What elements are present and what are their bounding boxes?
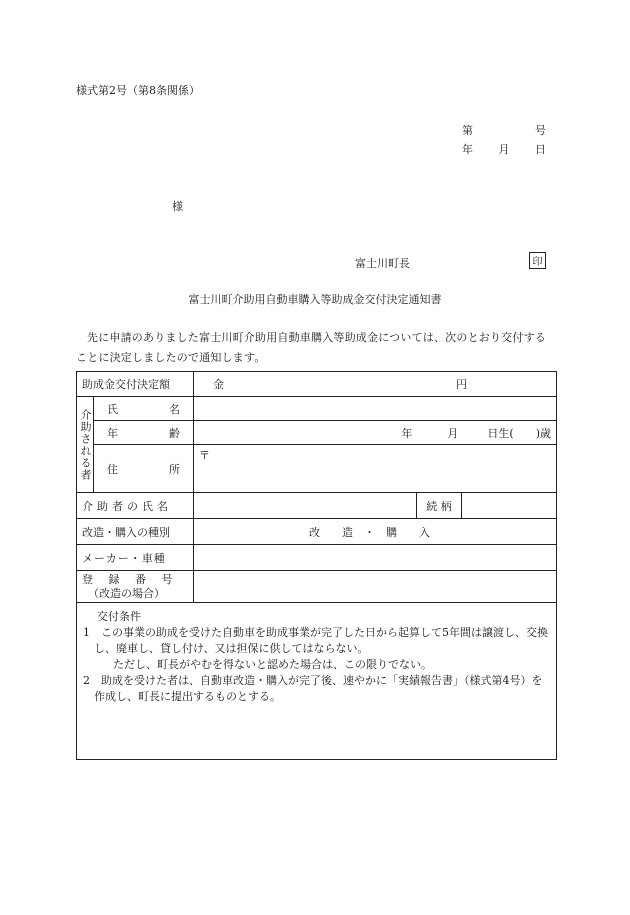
registration-field[interactable] [194, 571, 557, 603]
conditions-cell [77, 603, 557, 760]
recipient-honorific: 様 [172, 200, 183, 213]
age-year: 年 [401, 426, 413, 440]
name-label-1: 氏 [107, 402, 118, 416]
document-number [462, 122, 546, 138]
address-label-1: 住 [107, 462, 118, 476]
age-field[interactable] [194, 421, 557, 445]
table-row [77, 372, 557, 397]
amount-cell [194, 372, 557, 397]
age-birth: 日生( )歳 [487, 426, 551, 440]
registration-sub-label: （改造の場合） [88, 586, 165, 600]
age-label-1: 年 [107, 426, 118, 440]
form-number: 様式第2号（第8条関係） [76, 84, 200, 97]
table-row [77, 397, 557, 421]
helper-name-field[interactable] [194, 493, 417, 519]
table-row [77, 519, 557, 545]
age-label-cell [94, 421, 194, 445]
condition-2: 2 助成を受けた者は、自動車改造・購入が完了後、速やかに「実績報告書」（様式第4号）を作成し、町長に提出するものとする。 [83, 674, 543, 703]
conditions-title: 交付条件 [97, 610, 141, 623]
address-label-cell [94, 445, 194, 493]
name-label-cell [94, 397, 194, 421]
table-row [77, 603, 557, 760]
age-month: 月 [447, 426, 459, 440]
name-field[interactable] [194, 397, 557, 421]
seal-box: 印 [529, 252, 546, 269]
table-row [77, 421, 557, 445]
date-day: 日 [535, 143, 546, 156]
type-value: 改 造 ・ 購 入 [194, 519, 557, 545]
address-label-2: 所 [169, 462, 180, 476]
registration-label: 登 録 番 号 [82, 572, 179, 586]
table-row [77, 571, 557, 603]
condition-1-note: ただし、町長がやむを得ないと認めた場合は、この限りでない。 [113, 658, 432, 671]
document-date [462, 141, 546, 157]
address-field[interactable] [194, 445, 557, 493]
amount-unit: 円 [456, 378, 467, 391]
amount-label: 助成金交付決定額 [77, 372, 194, 397]
table-row [77, 545, 557, 571]
relation-label: 続 柄 [417, 493, 462, 519]
type-label: 改造・購入の種別 [77, 519, 194, 545]
assisted-person-label: 介助される者 [77, 397, 94, 493]
relation-field[interactable] [462, 493, 557, 519]
table-row [77, 493, 557, 519]
doc-number-prefix: 第 [462, 124, 473, 137]
doc-number-suffix: 号 [535, 124, 546, 137]
application-table [76, 371, 557, 760]
age-label-2: 齢 [169, 426, 180, 440]
condition-1: 1 この事業の助成を受けた自動車を助成事業が完了した日から起算して5年間は譲渡し、交換し、廃車し、貸し付け、又は担保に供してはならない。 [83, 626, 548, 655]
amount-prefix: 金 [213, 378, 224, 391]
postal-mark: 〒 [199, 449, 210, 462]
intro-paragraph: 先に申請のありました富士川町介助用自動車購入等助成金については、次のとおり交付することに決定しましたので通知します。 [76, 331, 546, 364]
maker-field[interactable] [194, 545, 557, 571]
date-month: 月 [498, 143, 510, 156]
maker-label: メーカー・車種 [77, 545, 194, 571]
document-title: 富士川町介助用自動車購入等助成金交付決定通知書 [188, 293, 442, 306]
registration-label-cell [77, 571, 194, 603]
table-row [77, 445, 557, 493]
helper-name-label: 介助者の氏名 [77, 493, 194, 519]
date-year: 年 [462, 143, 473, 156]
issuer-name: 富士川町長 [355, 257, 410, 270]
name-label-2: 名 [169, 402, 180, 416]
